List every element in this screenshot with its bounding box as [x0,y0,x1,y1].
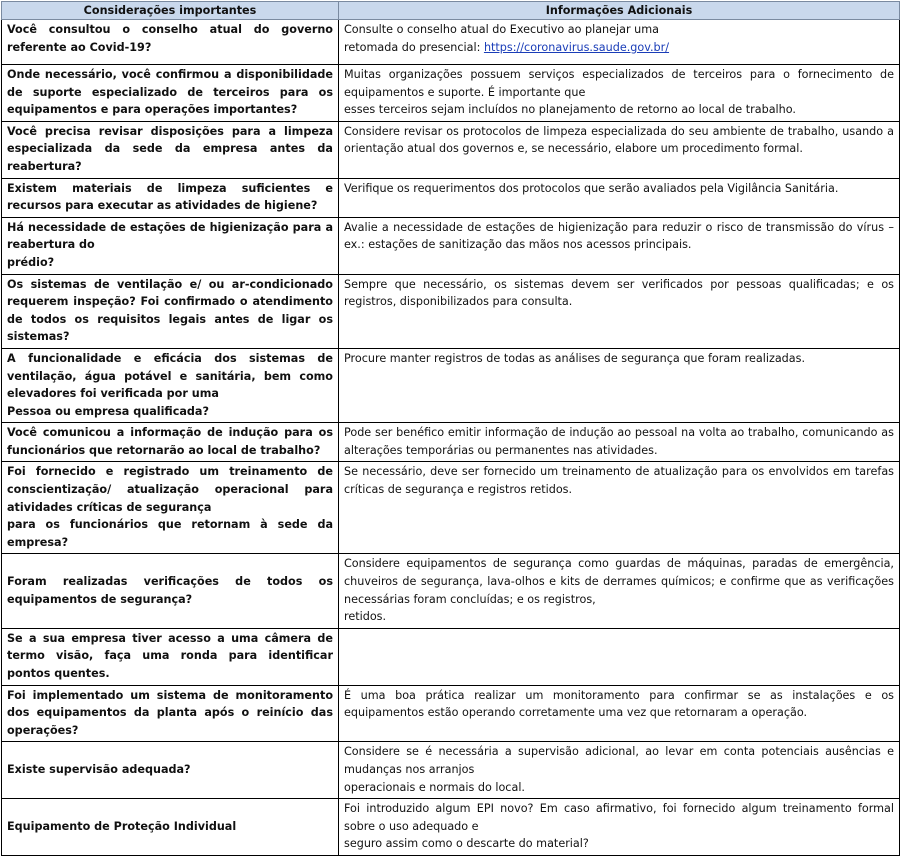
table-row [2,178,900,217]
table-row [2,423,900,462]
consideration-cell: Você consultou o conselho atual do governo referente ao Covid-19? [2,20,339,65]
info-cell: Procure manter registros de todas as análises de segurança que foram realizadas. [339,348,900,422]
table-row [2,742,900,799]
table-row [2,274,900,348]
consideration-cell: Há necessidade de estações de higienização para a reabertura do prédio? [2,217,339,274]
info-cell [339,628,900,685]
header-row [2,2,900,20]
consideration-cell: Existem materiais de limpeza suficientes e recursos para executar as atividades de higiene? [2,178,339,217]
info-text: Consulte o conselho atual do Executivo ao planejar uma retomada do presencial: [344,23,659,54]
table-row [2,348,900,422]
consideration-cell: Foram realizadas verificações de todos os equipamentos de segurança? [2,554,339,628]
table-row [2,65,900,122]
table-row [2,121,900,178]
info-cell: Foi introduzido algum EPI novo? Em caso afirmativo, foi fornecido algum treinamento formal sobre o uso adequado e seguro assim como o descarte do material? [339,799,900,856]
info-cell: Considere equipamentos de segurança como guardas de máquinas, paradas de emergência, chuveiros de segurança, lava-olhos e kits de derrames químicos; e confirme que as verificações necessárias foram concluídas; e os registros, retidos. [339,554,900,628]
consideration-cell: Os sistemas de ventilação e/ ou ar-condicionado requerem inspeção? Foi confirmado o atendimento de todos os requisitos legais antes de ligar os sistemas? [2,274,339,348]
info-cell [339,20,900,65]
info-cell: Muitas organizações possuem serviços especializados de terceiros para o fornecimento de equipamentos e suporte. É importante que esses terceiros sejam incluídos no planejamento de retorno ao local de trabalho. [339,65,900,122]
table-row [2,554,900,628]
info-cell: Sempre que necessário, os sistemas devem ser verificados por pessoas qualificadas; e os registros, disponibilizados para consulta. [339,274,900,348]
info-cell: Verifique os requerimentos dos protocolos que serão avaliados pela Vigilância Sanitária. [339,178,900,217]
consideration-cell: Se a sua empresa tiver acesso a uma câmera de termo visão, faça uma ronda para identificar pontos quentes. [2,628,339,685]
table-row [2,685,900,742]
info-cell: Se necessário, deve ser fornecido um treinamento de atualização para os envolvidos em tarefas críticas de segurança e registros retidos. [339,462,900,554]
info-cell: Avalie a necessidade de estações de higienização para reduzir o risco de transmissão do vírus – ex.: estações de sanitização das mãos nos acessos principais. [339,217,900,274]
table-row [2,628,900,685]
consideration-cell: Foi implementado um sistema de monitoramento dos equipamentos da planta após o reinício das operações? [2,685,339,742]
info-cell: Pode ser benéfico emitir informação de indução ao pessoal na volta ao trabalho, comunicando as alterações temporárias ou permanentes nas atividades. [339,423,900,462]
header-additional-info: Informações Adicionais [339,2,900,20]
table-row [2,462,900,554]
consideration-cell: Foi fornecido e registrado um treinamento de conscientização/ atualização operacional para atividades críticas de segurança para os funcionários que retornam à sede da empresa? [2,462,339,554]
consideration-cell: A funcionalidade e eficácia dos sistemas de ventilação, água potável e sanitária, bem como elevadores foi verificada por uma Pessoa ou empresa qualificada? [2,348,339,422]
table-row [2,20,900,65]
consideration-cell: Onde necessário, você confirmou a disponibilidade de suporte especializado de terceiros para os equipamentos e para operações importantes? [2,65,339,122]
considerations-table [1,1,900,856]
consideration-cell: Você precisa revisar disposições para a limpeza especializada da sede da empresa antes da reabertura? [2,121,339,178]
table-row [2,799,900,856]
consideration-cell: Existe supervisão adequada? [2,742,339,799]
info-cell: Considere revisar os protocolos de limpeza especializada do seu ambiente de trabalho, usando a orientação atual dos governos e, se necessário, elabore um procedimento formal. [339,121,900,178]
consideration-cell: Você comunicou a informação de indução para os funcionários que retornarão ao local de trabalho? [2,423,339,462]
coronavirus-gov-link[interactable]: https://coronavirus.saude.gov.br/ [483,40,670,54]
table-row [2,217,900,274]
consideration-cell: Equipamento de Proteção Individual [2,799,339,856]
header-considerations: Considerações importantes [2,2,339,20]
info-cell: Considere se é necessária a supervisão adicional, ao levar em conta potenciais ausências e mudanças nos arranjos operacionais e normais do local. [339,742,900,799]
info-cell: É uma boa prática realizar um monitoramento para confirmar se as instalações e os equipamentos estão operando corretamente uma vez que retornaram a operação. [339,685,900,742]
